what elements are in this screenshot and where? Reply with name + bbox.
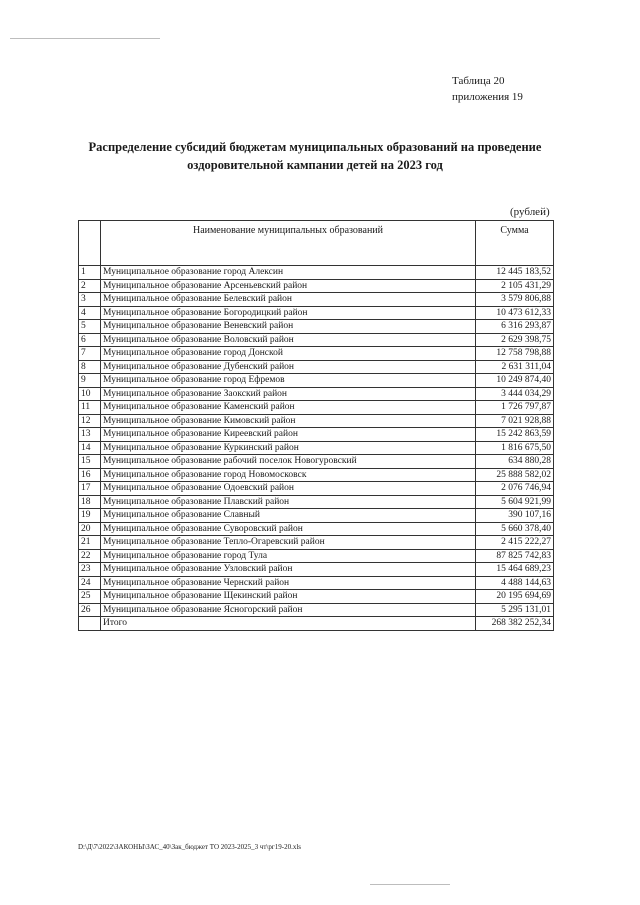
row-number: 2 (79, 279, 101, 293)
row-number: 11 (79, 401, 101, 415)
subsidy-amount: 2 631 311,04 (476, 360, 554, 374)
municipality-name: Муниципальное образование Ясногорский район (101, 603, 476, 617)
subsidy-table (78, 220, 554, 631)
subsidy-amount: 5 604 921,99 (476, 495, 554, 509)
row-number: 14 (79, 441, 101, 455)
municipality-name: Муниципальное образование рабочий поселок Новогуровский (101, 455, 476, 469)
row-number: 20 (79, 522, 101, 536)
appendix-reference (452, 73, 523, 105)
table-row (79, 279, 554, 293)
units-label: (рублей) (510, 206, 550, 218)
table-row (79, 509, 554, 523)
municipality-name: Муниципальное образование Тепло-Огаревский район (101, 536, 476, 550)
subsidy-amount: 1 726 797,87 (476, 401, 554, 415)
table-row (79, 482, 554, 496)
municipality-name: Муниципальное образование Суворовский район (101, 522, 476, 536)
row-number: 13 (79, 428, 101, 442)
row-number: 10 (79, 387, 101, 401)
subsidy-amount: 4 488 144,63 (476, 576, 554, 590)
table-row (79, 549, 554, 563)
table-header-row (79, 221, 554, 266)
total-label: Итого (101, 617, 476, 631)
row-number: 16 (79, 468, 101, 482)
municipality-name: Муниципальное образование Плавский район (101, 495, 476, 509)
table-row (79, 563, 554, 577)
subsidy-amount: 12 445 183,52 (476, 266, 554, 280)
file-path: D:\Д\7\2022\ЗАКОНЫ\ЗАС_40\Зак_бюджет ТО 2023-2025_3 чт\рг19-20.xls (78, 843, 301, 851)
subsidy-amount: 2 629 398,75 (476, 333, 554, 347)
subsidy-amount: 15 464 689,23 (476, 563, 554, 577)
municipality-name: Муниципальное образование город Донской (101, 347, 476, 361)
row-number: 26 (79, 603, 101, 617)
municipality-name: Муниципальное образование Узловский район (101, 563, 476, 577)
subsidy-amount: 3 444 034,29 (476, 387, 554, 401)
table-row (79, 455, 554, 469)
row-number: 24 (79, 576, 101, 590)
table-row (79, 401, 554, 415)
table-row (79, 536, 554, 550)
sum-column-header: Сумма (476, 221, 554, 266)
subsidy-amount: 7 021 928,88 (476, 414, 554, 428)
municipality-name: Муниципальное образование город Тула (101, 549, 476, 563)
subsidy-amount: 87 825 742,83 (476, 549, 554, 563)
table-row (79, 320, 554, 334)
row-number: 15 (79, 455, 101, 469)
subsidy-amount: 3 579 806,88 (476, 293, 554, 307)
table-row (79, 387, 554, 401)
table-row (79, 468, 554, 482)
table-row (79, 441, 554, 455)
table-row (79, 266, 554, 280)
table-row (79, 522, 554, 536)
row-number: 9 (79, 374, 101, 388)
table-row (79, 603, 554, 617)
row-number: 17 (79, 482, 101, 496)
subsidy-amount: 2 415 222,27 (476, 536, 554, 550)
row-number: 19 (79, 509, 101, 523)
subsidy-amount: 25 888 582,02 (476, 468, 554, 482)
municipality-name: Муниципальное образование Каменский район (101, 401, 476, 415)
table-row (79, 590, 554, 604)
table-row (79, 374, 554, 388)
municipality-name: Муниципальное образование Чернский район (101, 576, 476, 590)
row-number: 25 (79, 590, 101, 604)
subsidy-amount: 5 295 131,01 (476, 603, 554, 617)
name-column-header: Наименование муниципальных образований (101, 221, 476, 266)
subsidy-amount: 10 249 874,40 (476, 374, 554, 388)
municipality-name: Муниципальное образование Веневский район (101, 320, 476, 334)
municipality-name: Муниципальное образование город Алексин (101, 266, 476, 280)
municipality-name: Муниципальное образование Воловский район (101, 333, 476, 347)
subsidy-amount: 10 473 612,33 (476, 306, 554, 320)
municipality-name: Муниципальное образование Дубенский район (101, 360, 476, 374)
municipality-name: Муниципальное образование Арсеньевский район (101, 279, 476, 293)
subsidy-amount: 6 316 293,87 (476, 320, 554, 334)
row-number: 6 (79, 333, 101, 347)
subsidy-amount: 634 880,28 (476, 455, 554, 469)
municipality-name: Муниципальное образование Славный (101, 509, 476, 523)
row-number: 18 (79, 495, 101, 509)
row-number: 5 (79, 320, 101, 334)
row-number: 21 (79, 536, 101, 550)
municipality-name: Муниципальное образование Щекинский район (101, 590, 476, 604)
municipality-name: Муниципальное образование Белевский район (101, 293, 476, 307)
table-row (79, 414, 554, 428)
table-row (79, 576, 554, 590)
table-row (79, 347, 554, 361)
municipality-name: Муниципальное образование Куркинский район (101, 441, 476, 455)
subsidy-amount: 15 242 863,59 (476, 428, 554, 442)
row-number: 4 (79, 306, 101, 320)
row-number: 3 (79, 293, 101, 307)
table-number: Таблица 20 (452, 75, 505, 87)
subsidy-amount: 12 758 798,88 (476, 347, 554, 361)
row-number: 23 (79, 563, 101, 577)
scan-noise (10, 38, 160, 39)
total-sum: 268 382 252,34 (476, 617, 554, 631)
municipality-name: Муниципальное образование Киреевский район (101, 428, 476, 442)
table-row (79, 360, 554, 374)
municipality-name: Муниципальное образование Заокский район (101, 387, 476, 401)
row-number: 12 (79, 414, 101, 428)
row-number: 22 (79, 549, 101, 563)
number-column-header (79, 221, 101, 266)
municipality-name: Муниципальное образование Одоевский район (101, 482, 476, 496)
table-row (79, 428, 554, 442)
subsidy-amount: 1 816 675,50 (476, 441, 554, 455)
table-row (79, 293, 554, 307)
total-row (79, 617, 554, 631)
scan-noise (370, 884, 450, 885)
municipality-name: Муниципальное образование город Ефремов (101, 374, 476, 388)
table-row (79, 333, 554, 347)
row-number: 8 (79, 360, 101, 374)
subsidy-amount: 390 107,16 (476, 509, 554, 523)
municipality-name: Муниципальное образование город Новомосковск (101, 468, 476, 482)
subsidy-amount: 5 660 378,40 (476, 522, 554, 536)
page-title: Распределение субсидий бюджетам муниципальных образований на проведение оздоровительной кампании детей на 2023 год (88, 140, 542, 172)
subsidy-amount: 2 076 746,94 (476, 482, 554, 496)
appendix-number: приложения 19 (452, 91, 523, 103)
row-number: 7 (79, 347, 101, 361)
table-row (79, 495, 554, 509)
subsidy-amount: 20 195 694,69 (476, 590, 554, 604)
row-number: 1 (79, 266, 101, 280)
municipality-name: Муниципальное образование Кимовский район (101, 414, 476, 428)
municipality-name: Муниципальное образование Богородицкий район (101, 306, 476, 320)
table-row (79, 306, 554, 320)
subsidy-amount: 2 105 431,29 (476, 279, 554, 293)
